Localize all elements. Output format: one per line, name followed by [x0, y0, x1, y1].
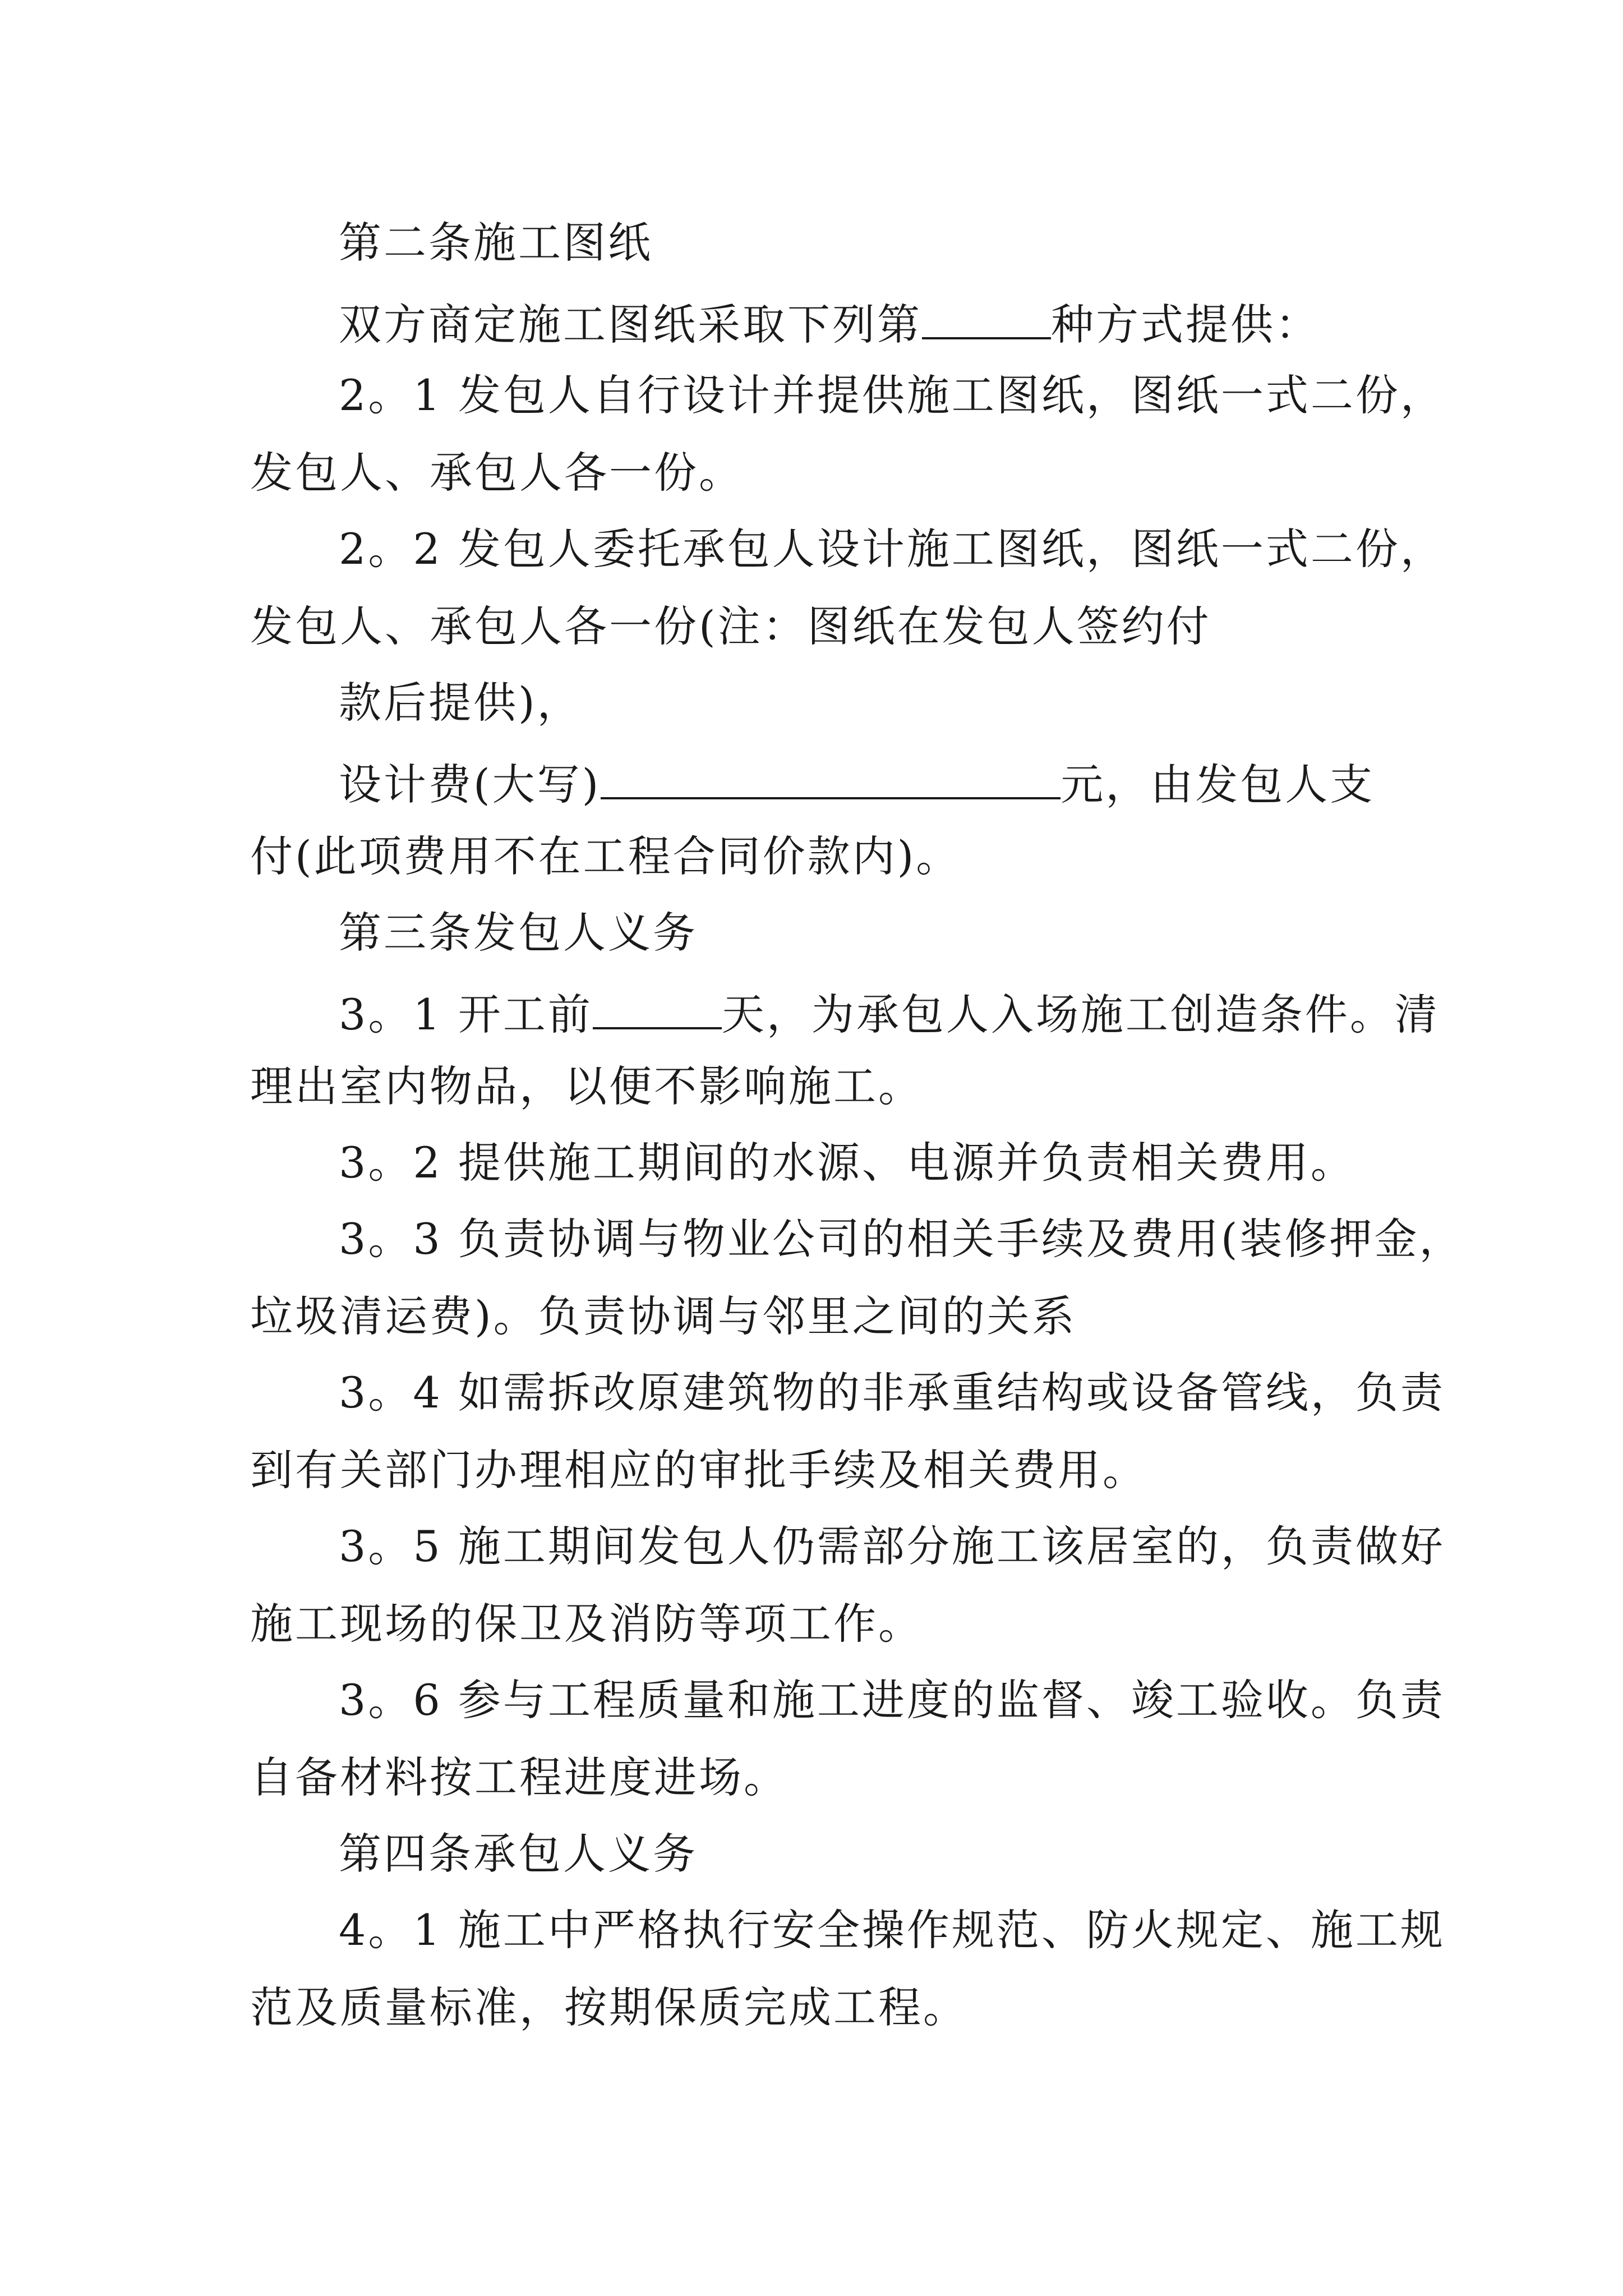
drawing-method-line [339, 298, 1320, 349]
clause-3-6-line-1: 3。6 参与工程质量和施工进度的监督、竣工验收。负责 [339, 1675, 1445, 1725]
fill-in-blank [601, 758, 1061, 799]
clause-2-1-line-2: 发包人、承包人各一份。 [250, 448, 744, 498]
clause-3-1-line-1 [339, 988, 1440, 1039]
clause-2-1-line-1: 2。1 发包人自行设计并提供施工图纸，图纸一式二份， [339, 370, 1445, 420]
clause-4-1-line-1: 4。1 施工中严格执行安全操作规范、防火规定、施工规 [339, 1905, 1445, 1955]
clause-3-3-line-2: 垃圾清运费)。负责协调与邻里之间的关系 [250, 1291, 1077, 1341]
fill-in-blank [593, 988, 722, 1029]
clause-3-4-line-1: 3。4 如需拆改原建筑物的非承重结构或设备管线，负责 [339, 1368, 1445, 1418]
clause-3-6-line-2: 自备材料按工程进度进场。 [250, 1752, 789, 1802]
article-4-heading: 第四条承包人义务 [339, 1829, 698, 1879]
clause-3-5-line-2: 施工现场的保卫及消防等项工作。 [250, 1599, 923, 1649]
clause-3-4-line-2: 到有关部门办理相应的审批手续及相关费用。 [250, 1445, 1147, 1495]
clause-2-2-line-2: 发包人、承包人各一份(注：图纸在发包人签约付 [250, 601, 1211, 651]
article-2-heading: 第二条施工图纸 [339, 218, 653, 268]
clause-2-2-line-3: 款后提供)， [339, 678, 582, 728]
article-3-heading: 第三条发包人义务 [339, 908, 698, 958]
design-fee-line [339, 758, 1375, 809]
clause-3-2: 3。2 提供施工期间的水源、电源并负责相关费用。 [339, 1138, 1355, 1188]
text-segment: 3。1 开工前 [339, 990, 593, 1039]
clause-4-1-line-2: 范及质量标准，按期保质完成工程。 [250, 1982, 968, 2032]
design-fee-line-2: 付(此项费用不在工程合同价款内)。 [250, 831, 961, 881]
text-segment: 双方商定施工图纸采取下列第 [339, 300, 922, 349]
clause-3-3-line-1: 3。3 负责协调与物业公司的相关手续及费用(装修押金， [339, 1214, 1464, 1264]
fill-in-blank [922, 298, 1051, 339]
text-segment: 种方式提供： [1051, 300, 1320, 349]
text-segment: 天，为承包人入场施工创造条件。清 [721, 990, 1440, 1039]
clause-2-2-line-1: 2。2 发包人委托承包人设计施工图纸，图纸一式二份， [339, 524, 1445, 574]
text-segment: 元，由发包人支 [1061, 760, 1375, 809]
clause-3-5-line-1: 3。5 施工期间发包人仍需部分施工该居室的，负责做好 [339, 1521, 1445, 1571]
text-segment: 设计费(大写) [339, 760, 601, 809]
clause-3-1-line-2: 理出室内物品，以便不影响施工。 [250, 1061, 923, 1111]
